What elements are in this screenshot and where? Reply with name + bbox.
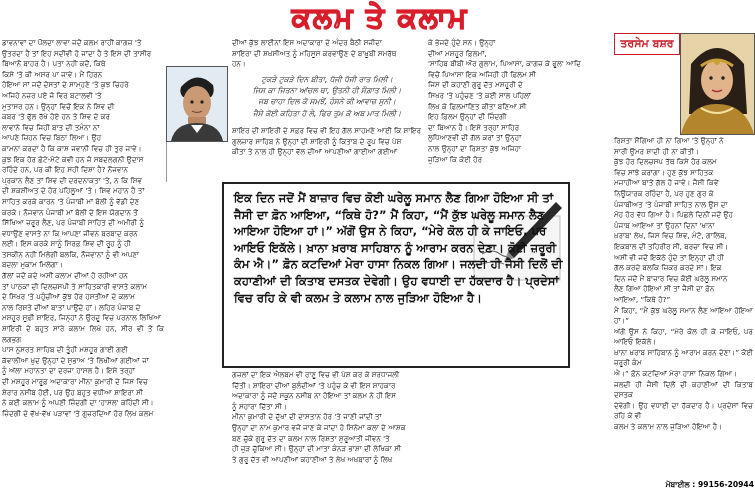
column-1-line: ਰਹਿੰਦੇ ਹਨ, ਪਰ ਕੀ ਇਹ ਸਹੀ ਦਿਸ਼ਾ ਹੈ? ਨੌਜਵਾਨ	[2, 165, 128, 175]
phone-footer	[616, 480, 754, 490]
column-1-line: ਆਪਣੇ ਜ਼ਿਹਨ ਵਿਚ ਬਿਠਾ ਲਿਆ। ਉਹ	[2, 133, 102, 143]
poem-line: ਜਬ ਚਾਹਾ ਦਿਲ ਕੋ ਸਮਝੇਂ, ਹੰਸਨੇ ਕੀ ਆਵਾਜ਼ ਸੁਨੀ।	[258, 97, 396, 107]
portrait-man-icon	[167, 67, 227, 141]
bottom-center-line: ਅਦਾਕਾਰਾ ਨੂੰ ਜਦੋਂ ਸਕੂਨ ਨਸੀਬ ਨਾ ਹੋਇਆ ਤਾਂ ਕਲਮ ਨੇ ਹੀ ਇਸ	[232, 391, 397, 401]
poem-line: ਜਿਸ ਕਾ ਜਿਤਨਾ ਆਂਚਲ ਥਾ, ਉਤਨੀ ਹੀ ਸੌਗ਼ਾਤ ਮਿਲੀ।	[252, 86, 402, 96]
column-1-line: ਕੁਝ ਇਕ ਹੋਰ ਛੋਟੇ-ਮੋਟੇ ਕਵੀ ਹਨ ਜੋ ਸਬਦਲਗਨੀ ਉਦਾਸ	[2, 154, 144, 164]
column-3-line: ਜਿਸ ਦੀ ਕਹਾਣੀ ਗੁਰੂ ਦੱਤ ਮਸ਼ਹੂਰੀ ਦੇ	[428, 80, 523, 90]
column-4-line: ਰਿਸ਼ਤਾ ਸੌਂਗਿਆ ਹੀ ਨਾ ਗਿਆ 'ਤੇ ਉਨ੍ਹਾਂ ਨੇ	[614, 136, 724, 145]
poem-line: ਜੈਸੇ ਕੋਈ ਕਹਿਤਾ ਹੋ ਲੇ, ਫਿਰ ਤੁਮ ਕੋ ਅਬ ਮਾਤ ਮਿਲੀ।	[252, 108, 402, 118]
column-1-line: ਦੀ ਸ਼ਕਸ਼ੀਅਤ ਦੇ ਹੋਰ ਪਹਿਲੂਆਂ 'ਤੇ। ਸ਼ਿਵ ਮਹਾਨ ਹੈ ਤਾਂ	[2, 186, 145, 196]
portrait-woman-icon	[681, 34, 754, 134]
column-1-line: ਤਾਂ ਪਾਠਕਾਂ ਦੀ ਦਿਲਚਸਪੀ ਤੇ ਸਾਹਿਤਕਾਰੀ ਵਾਸਤੇ ਕਲਾਮ	[2, 281, 148, 291]
column-1-line: ਨੂੰ ਅੱਲਾ ਮਹਾਨਤਾ ਦਾ ਦਰਜਾ ਹਾਸਲ ਹੈ। ਇਸੇ ਤਰ੍ਹਾਂ	[2, 366, 136, 376]
column-3-line: ਨਾਲ ਉਨ੍ਹਾਂ ਦਾ ਰਿਸ਼ਤਾ ਕੁੱਝ ਅਜਿਹਾ	[428, 143, 522, 153]
column-3-line: ਇਹ ਫ਼ਿਲਮ ਉਨ੍ਹਾਂ ਦੀ ਜ਼ਿੰਦਗੀ	[428, 112, 507, 122]
column-1-line: ਸ਼ੇਰਾਰ ਨਸੀਬ ਹੋਈ, ਪਰ ਉਹ ਬਹੁਤ ਵਧੀਆ ਸ਼ਾਇਰਾ ਸੀ	[2, 387, 144, 397]
bottom-center-line: ਬਣ ਚੁੱਕੇ ਗੁਰੂ ਦੱਤ ਦਾ ਕਲਮ ਨਾਲ ਰਿਸ਼ਤਾ ਸ਼ੁਰੂਆਤੀ ਜੀਵਨ 'ਤੇ	[232, 433, 390, 443]
column-2-lower-line: ਕੀਤਾ ਤੇ ਨਾਲ ਹੀ ਉਨ੍ਹਾਂ ਵੱਲ ਦੀਆਂ ਆਪਣੀਆਂ ਗਾਈਆਂ ਗਈਆਂ	[232, 147, 398, 157]
author-name: ਤਰਸੇਮ ਬਸ਼ਰ	[620, 37, 674, 50]
column-2-line: ਹਨ।	[232, 59, 246, 69]
column-1-line: ਲਾਵਾਨੇ ਵਿਚ ਜਿਹੀ ਬਾਤ ਦੀ ਤਮੰਨਾ ਨਾਂ	[2, 122, 100, 132]
column-2-line: ਸ਼ਾਇਰਾ ਦੀ ਸ਼ਖ਼ਸੀਅਤ ਨੂੰ ਮਹਿਸੂਸ ਕਰਵਾਉਣ ਦੇ ਬਾਖ਼ੂਬੀ ਸਮਰੱਥ	[232, 48, 397, 58]
phone-label: ਮੋਬਾਈਲ :	[665, 480, 696, 489]
portrait-man	[166, 66, 228, 142]
bottom-center-line: ਉਨ੍ਹਾਂ ਦਾ ਨਾਮ ਕੁਮਾਰ ਵਜੋਂ ਜਾਣ ਕੇ ਜਾਂਦਾ ਹੋ ਸਿਨੇਮਾ ਕਲਾ ਦੇ ਆਸ਼ਕ	[232, 422, 406, 432]
column-1-line: ਨਾਲ ਰਿਸ਼ਤੇ ਦੀਆਂ ਬਾਤਾਂ ਪਾਉਂਦੇ ਹਾਂ। ਲਹਿਰ ਪੰਜਾਬ ਦੇ	[2, 302, 141, 312]
column-4-line: ਦੇਵੇਗੀ। ਉਹ ਵਧਾਈ ਦਾ ਹੱਕਦਾਰ ਹੈ। ਪ੍ਰਦੇਸਾਂ ਵਿਚ ਰਹਿ ਕੇ ਵੀ	[614, 400, 753, 421]
column-3-line: ਵਿਚੋਂ ਪਿਆਸਾ ਇਕ ਅਜਿਹੀ ਹੀ ਫ਼ਿਲਮ ਸੀ	[428, 69, 537, 79]
bottom-center-line: ਤੇ ਗੁਰੂ ਦੱਤ ਵੀ ਆਪਣੀਆਂ ਕਹਾਣੀਆਂ ਤੇ ਲੇਖ ਅਖ਼ਬਾਰਾਂ ਨੂੰ ਲਿਖ	[232, 454, 393, 464]
column-1-line: ਮੁਤਾਸਰ ਹਨ। ਉਨ੍ਹਾਂ ਵਿਚੋਂ ਇਕ ਨੇ ਸ਼ਿਵ ਦੀ	[2, 101, 115, 111]
phone-number: 99156-20944	[698, 480, 754, 489]
column-4-line: ਸਾਰੀ ਉਮਰ ਸ਼ਾਦੀ ਹੀ ਨਾ ਕੀਤੀ।	[614, 146, 699, 156]
column-1-line: ਸ਼ਾਇਰੀ ਦੇ ਬਹੁਤ ਸਾਰੇ ਕਲਾਮ ਲਿਖੇ ਹਨ, ਸੀਰ ਵੀ ਤੋਂ ਕਿ ਲਗਭਗ	[2, 324, 164, 344]
column-1-line: ਹੋਇਆ ਸਾਂ ਜਦੋਂ ਦੋਸਤਾਂ ਦੇ ਸਾਮ੍ਹਣੇ 'ਤੇ ਕੁਝ ਚਿਹਰੇ	[2, 80, 129, 90]
column-1	[2, 38, 164, 494]
pull-quote	[222, 182, 570, 368]
column-4-line: ਕਲਮ ਤੇ ਕਲਾਮ ਨਾਲ ਜੁੜਿਆ ਹੋਇਆ ਹੈ।	[614, 422, 723, 432]
column-4-line: ਜਲਦੀ ਹੀ ਜੈਸੀ ਦਿਲੋਂ ਦੀ ਕਹਾਣੀਆਂ ਦੀ ਕਿਤਾਬ ਦਸਤਕ	[614, 379, 753, 400]
column-1-line: ਵਧਾਉਣ ਵਾਸਤੇ ਨਾ ਕਿ ਆਪਣਾ ਜੀਵਨ ਬਰਬਾਦ ਕਰਨ	[2, 228, 138, 238]
bottom-center-line: ਮੀਨਾ ਕੁਮਾਰੀ ਦੇ ਦੁੱਖਾਂ ਦੀ ਦਾਸਤਾਨ ਹੋਰ 'ਤੇ ਜਾਣੀ ਜਾਂਦੀ ਤਾਂ	[232, 412, 382, 422]
column-3-line: ਲੁਧਿਆਣਵੀ ਦੀ ਗੱਲ ਕਰਾਂ ਤਾਂ ਉਨ੍ਹਾਂ	[428, 133, 522, 143]
column-3-line: ਕੇ ਭੇਜਦੇ ਹੁੰਦੇ ਸਨ। ਉਨ੍ਹਾਂ	[428, 38, 496, 47]
column-1-line: ਜ਼ਿੰਦਗੀ ਦੇ ਵੱਖ-ਵੱਖ ਪੜਾਵਾਂ 'ਤੇ ਗੁਜ਼ਰਦਿਆਂ ਹੋਰ ਲਿਖ ਕਲਮ	[2, 408, 154, 418]
column-1-line: ਦੀ ਮਸ਼ਹੂਰ ਮਾਰੂਫ਼ ਅਦਾਕਾਰਾ ਮੀਨਾ ਕੁਮਾਰੀ ਦੇ ਜਿਸ ਵਿਚ	[2, 377, 148, 386]
column-2-lower-line: ਗੁਲਜ਼ਾਰ ਸਾਹਿਬ ਨੇ ਉਨ੍ਹਾਂ ਦੀ ਸ਼ਾਇਰੀ ਨੂੰ ਕਿਤਾਬ ਦੇ ਰੂਪ ਵਿਚ ਪੇਸ਼	[232, 136, 402, 146]
column-1-line: ਬਿਆਨੋਂ ਬਾਹਰ ਹੈ। ਪਤਾ ਨਹੀਂ ਕਦੋਂ, ਕਿਥੇ	[2, 59, 106, 69]
column-4-line: ਪੰਜਾਬ ਆਇਆ ਤਾਂ ਉਹਨਾਂ ਦਿਨਾਂ 'ਖਾਨਾ	[614, 220, 715, 230]
column-1-line: ਸਿੱਖਿਆ ਜ਼ਰੂਰ ਲੈਣ, ਪਰ ਪੰਜਾਬੀ ਸਾਹਿਤ ਦੀ ਅਮੀਰੀ ਨੂੰ	[2, 218, 145, 228]
bottom-center-line: ਗਜ਼ਲਾਂ ਦਾ ਇਕ ਐਲਬਮ ਵੀ ਰਾਣੂ ਵਿਚ ਵੀ ਪੇਸ਼ ਕਰ ਕੇ ਸ਼ਰਧਾਜਲੀ	[232, 370, 400, 379]
column-1-line: ਲਈ। ਇਸ ਕਰਕੇ ਸਾਨੂੰ ਸਿਰਫ਼ ਸ਼ਿਵ ਦੀ ਰੂਹ ਨੂੰ ਹੀ	[2, 239, 131, 249]
column-1-line: ਕਿਸੇ 'ਤੇ ਕੀ ਅਸਰ ਪਾ ਜਾਵੇ। ਮੈਂ ਹਿਰਨ	[2, 69, 103, 79]
column-2-lower-line: ਸ਼ਾਇਰ ਦੀ ਸ਼ਾਇਰੀ ਦੇ ਸਫ਼ਰ ਵਿਚ ਵੀ ਇਹ ਗੱਲ ਸਾਹਮਣੇ ਆਈ ਕਿ ਸ਼ਾਇਰ	[232, 126, 422, 135]
divider-1	[166, 142, 167, 182]
column-4-line: ਦਿਨ ਜਦੋਂ ਮੈਂ ਬਾਜ਼ਾਰ ਵਿਚ ਕੋਈ ਘਰੇਲੂ ਸਮਾਨ	[614, 273, 728, 283]
portrait-woman	[680, 33, 755, 135]
column-3-line: ਦਾ ਬਿਆਨ ਹੈ। ਇਸੇ ਤਰ੍ਹਾਂ ਸਾਹਿਰ	[428, 122, 520, 132]
column-1-line: ਅਜਿਹੇ ਨਜ਼ਰ ਪਏ ਜੋ ਵਿਰ ਬਟਾਲਵੀ 'ਤੇ	[2, 90, 102, 100]
column-4-line: ਖ਼ਰਾਬ' ਲੇਖ, ਜਿਸ ਵਿਚ ਸ਼ਿਵ, ਮੰਟੋ, ਗਾਲਿਬ,	[614, 231, 727, 241]
column-1-line: ਕਰਕੇ। ਨੌਜਵਾਨ ਪੰਜਾਬੀ ਮਾਂ ਬੋਲੀ ਦੇ ਇਸ ਯੋਗਦਾਨ ਤੋਂ	[2, 207, 138, 217]
column-3-line: ਦੀਆਂ ਮਸ਼ਹੂਰ ਫ਼ਿਲਮਾਂ,	[428, 48, 487, 58]
column-1-line: ਡਾਵਨਾਵਾਂ ਦਾ ਪੌਲਦਾ ਲਾਵਾ ਜਦੋਂ ਕਲਮ ਰਾਹੀਂ ਕਾਗਜ਼ 'ਤੇ	[2, 38, 142, 47]
bottom-center-text	[232, 370, 608, 492]
column-4-line: ਇਕਬਾਲ ਦੀ ਤਹਿਰੀਰ ਸੀ, ਬਰਚਾ ਵਿਚ ਸੀ।	[614, 241, 729, 251]
column-4-line: ਅੱਗੋਂ ਉਸ ਨੇ ਕਿਹਾ, “ਮੇਰੇ ਕੋਲ ਹੀ ਕੇ ਜਾਇਓ, ਪਰ ਆਇਓ ਇਕੱਲੇ।	[614, 326, 753, 347]
column-2-line: ਦੀਆਂ ਕੁੱਝ ਲਾਈਨਾਂ ਇਸ ਅਦਾਕਾਰਾ ਦੇ ਅੰਦਰ ਬੈਠੀ ਸਜੀਦਾ	[232, 38, 383, 47]
column-4-line: ਗੱਲ ਕਰਦੇ ਬਲਕਿ ਜ਼ਿਕਰ ਕਰਦੇ ਸਾਂ। ਇਕ	[614, 263, 722, 273]
poem-line: ਟੁਕੜੇ ਟੁਕੜੇ ਦਿਨ ਬੀਤਾ, ਧੱਜੀ ਧੱਜੀ ਰਾਤ ਮਿਲੀ।	[261, 75, 393, 84]
author-box	[614, 33, 680, 55]
column-4-line: ਮੈਂ ਕਿਹਾ, “ਮੈਂ ਕੁੱਝ ਘਰੇਲੂ ਸਮਾਨ ਲੈਣ ਆਇਆ ਹੋਇਆ ਹਾਂ।”	[614, 305, 753, 326]
column-4-line: ਲੈਣ ਗਿਆ ਹੋਇਆ ਸੀ ਤਾਂ ਜੈਸੀ ਦਾ ਫ਼ੋਨ	[614, 284, 715, 294]
column-1-line: ਪਾਸ ਨੁਸਰਤ ਸਾਹਿਬ ਦੀ ਤੂੰਹੀ ਮਸ਼ਹੂਰ ਗਾਈ ਗਈ	[2, 345, 128, 355]
column-1-line: ਕੱਵਾਲੀਆਂ ਖ਼ੁਦ ਉਨ੍ਹਾਂ ਦੇ ਸੁਭਾਅ 'ਤੇ ਲਿਖੀਆਂ ਗਈਆਂ ਜਾਂ	[2, 355, 149, 365]
column-1-line: ਗੱਲਾਂ ਜਦੋਂ ਕਦੇ ਅਸੀਂ ਕਲਾਮ ਦੀਆਂ ਹੋ ਰਹੀਆਂ ਹਨ	[2, 271, 128, 281]
column-4-line: ਐ।” ਫ਼ੋਨ ਕਟਦਿਆਂ ਮੇਰਾ ਹਾਸਾ ਨਿਕਲ ਗਿਆ।	[614, 369, 738, 379]
column-4-line: ਖ਼ਾਨਾ ਖ਼ਰਾਬ ਸਾਹਿਬਾਨ ਨੂੰ ਆਰਾਮ ਕਰਨ ਦੇਣਾ।” ਕੋਈ ਜ਼ਰੂਰੀ ਕੰਮ	[614, 347, 753, 368]
column-1-line: ਪ੍ਰਕਾਨ ਲੈਣ ਤਾਂ ਸ਼ਿਵ ਦੀ ਦਰਦਨਾਕਤਾ 'ਤੇ, ਨ ਕਿ ਸ਼ਿਵ	[2, 175, 143, 185]
column-3-line: 'ਸਾਹਿਬ ਬੀਬੀ ਔਰ ਗੁਲਾਮ, ਪਿਆਸਾ, ਕਾਗਜ਼ ਕੇ ਫੂਲ' ਆਦਿ	[428, 59, 582, 69]
headline: ਕਲਮ ਤੇ ਕਲਾਮ	[291, 1, 469, 34]
column-4-line: ਮੋਹ ਹੋਰ ਵੱਧ ਗਿਆ ਹੈ। ਪਿਛਲੇ ਦਿਨੀਂ ਜਦੋਂ ਉਹ	[614, 210, 734, 220]
column-1-line: ਕਾਮਨਾ ਕਰਦਾ ਹੈ ਕਿ ਕਾਸ਼ ਜਵਾਨੀ ਵਿਚ ਹੀ ਤੁਰ ਜਾਵੇ।	[2, 143, 142, 153]
bottom-center-line: ਨੂੰ ਸਹਾਰਾ ਦਿੱਤਾ ਸੀ।	[232, 401, 287, 411]
column-1-line: ਸਾਹਿਤ ਕਰਕੇ ਕਾਰਨ 'ਤੇ ਪੰਜਾਬੀ ਮਾਂ ਬੋਲੀ ਨੂੰ ਵੱਡੀ ਦੇਣ	[2, 196, 140, 206]
column-4-line: ਕੁੱਝ ਹੋਰ ਦਿਲਚਸਪ ਤੱਥ ਕਿਸੇ ਹੋਰ ਕਲਮ	[614, 157, 717, 167]
column-1-line: ਤਸਕੀਨ ਨਹੀਂ ਮਿਲੇਗੀ ਬਲਕਿ, ਨੌਜਵਾਨਾਂ ਨੂੰ ਵੀ ਅਪਣਾ	[2, 249, 140, 259]
column-4-line: ਆਇਆ, “ਕਿਥੇ ਹੋ?”	[614, 294, 671, 304]
column-4-line: ਪੰਜਾਬੀਅਤ 'ਤੇ ਪੰਜਾਬੀ ਸਾਹਿਤ ਨਾਲ ਉਸ ਦਾ	[614, 199, 728, 209]
poem	[232, 74, 422, 122]
column-4-line: ਅਸੀਂ ਵੀ ਜਦੋਂ ਇਕੱਠੇ ਹੁੰਦੇ ਤਾਂ ਇਨ੍ਹਾਂ ਦੀ ਹੀ	[614, 252, 724, 262]
pull-quote-text: ਇਕ ਦਿਨ ਜਦੋਂ ਮੈਂ ਬਾਜ਼ਾਰ ਵਿਚ ਕੋਈ ਘਰੇਲੂ ਸਮਾਨ ਲੈਣ ਗਿਆ ਹੋਇਆ ਸੀ ਤਾਂ ਜੈਸੀ ਦਾ ਫ਼ੋਨ ਆਇਆ, “ਕਿਥੇ ਹੋ?” ਮੈਂ ਕਿਹਾ, “ਮੈਂ ਕੁੱਝ ਘਰੇਲੂ ਸਮਾਨ ਲੈਣ ਆਇਆ ਹੋਇਆ ਹਾਂ।” ਅੱਗੋਂ ਉਸ ਨੇ ਕਿਹਾ, “ਮੇਰੇ ਕੋਲ ਹੀ ਕੇ ਜਾਇਓ, ਪਰ ਆਇਓ ਇਕੱਲੇ। ਖ਼ਾਨਾ ਖ਼ਰਾਬ ਸਾਹਿਬਾਨ ਨੂੰ ਆਰਾਮ ਕਰਨ ਦੇਣਾ। ਕੋਈ ਜ਼ਰੂਰੀ ਕੰਮ ਐ।” ਫ਼ੋਨ ਕਟਦਿਆਂ ਮੇਰਾ ਹਾਸਾ ਨਿਕਲ ਗਿਆ। ਜਲਦੀ ਹੀ ਜੈਸੀ ਦਿਲੋਂ ਦੀ ਕਹਾਣੀਆਂ ਦੀ ਕਿਤਾਬ ਦਸਤਕ ਦੇਵੇਗੀ। ਉਹ ਵਧਾਈ ਦਾ ਹੱਕਦਾਰ ਹੈ। ਪ੍ਰਦੇਸਾਂ ਵਿਚ ਰਹਿ ਕੇ ਵੀ ਕਲਮ ਤੇ ਕਲਾਮ ਨਾਲ ਜੁੜਿਆ ਹੋਇਆ ਹੈ।	[234, 191, 563, 305]
column-3-line: ਜੁੜਿਆ ਕਿ ਕੋਈ ਹੋਰ	[428, 154, 483, 164]
column-1-line: ਉਤਰਦਾ ਹੈ ਤਾਂ ਇਹ ਸਦੀਵੀ ਹੋ ਜਾਂਦਾ ਹੈ ਤੇ ਇਸ ਦੀ ਤਾਸੀਰ	[2, 48, 152, 58]
column-3-line: ਸਿਖਰ 'ਤੇ ਪਹੁੰਚਣ 'ਤੇ ਕਈ ਸਾਲ ਪਹਿਲਾਂ	[428, 90, 532, 100]
bottom-center-line: ਦਿੱਤੀ। ਸ਼ਾਇਰਾ ਦੀਆਂ ਬੁਲੰਦੀਆਂ 'ਤੇ ਪਹੁੰਚ ਕੇ ਵੀ ਇਸ ਸ਼ਾਹਕਾਰ	[232, 380, 396, 390]
column-1-line: ਮਸ਼ਹੂਰ ਸੂਫ਼ੀ ਸ਼ਾਇਰ, ਜਿਨ੍ਹਾਂ ਨੇ ਉਰਦੂ ਵਿਚ ਪਰਨਾਲ ਲਿਖਿਆ	[2, 313, 162, 323]
column-3-line: ਲਿਖ ਕੇ ਫ਼ਿਲਮਾਂਣਿਤ ਕੀਤਾ ਬਣਿਆ ਸੀ	[428, 101, 527, 111]
column-4-line: ਵਿਚ ਸਾਂਝੇ ਕਰਾਂਗਾ। ਹੁਣ ਕੁੱਝ ਸਾਹਿਤਕ	[614, 167, 714, 177]
column-1-line: ਨੇ ਕਈ ਕਲਾਮ ਨੂੰ ਅਪਣੀ ਜ਼ਿੰਦਗੀ ਦਾ 'ਹਾਸਲ' ਕਹਿੰਦੀ ਸੀ।	[2, 398, 154, 408]
column-4-line: ਨਿਊਯਾਰਕ ਰਹਿੰਦਾ ਹੈ, ਪਰ ਹੁਣ ਗੁਰ ਕੇ	[614, 188, 714, 198]
column-2-top	[232, 38, 424, 72]
column-1-line: ਬਦਲਾ ਮੁਕਾਮ ਮਿਲੇਗਾ।	[2, 260, 63, 270]
bottom-center-line: ਹੀ ਜੁੜ ਚੁੱਕਿਆ ਸੀ। ਉਨ੍ਹਾਂ ਦੀ ਮਾਤਾ ਕੰਨੜ ਭਾਸ਼ਾ ਦੀ ਲੇਖਿਕਾ ਸੀ	[232, 444, 402, 454]
column-4	[614, 136, 753, 476]
column-1-line: ਦੇ ਸਿਖਰ 'ਤੇ ਪਹੁੰਚੀਆਂ ਕੁੱਝ ਹੋਰ ਹਸਤੀਆਂ ਦੇ ਕਲਾਮ	[2, 292, 136, 302]
column-2-lower	[232, 126, 424, 180]
column-4-line: ਮਜ਼ਾਹੀਆ ਬਾਤੇਂ ਗੱਲ ਹੋ ਜਾਵੇ। ਜੈਸੀ ਕਿਵੇਂ	[614, 178, 719, 188]
column-1-line: ਕਬਰ 'ਤੇ ਫੁੱਲ ਰੱਖੇ ਹੋਏ ਹਨ ਤੇ ਸ਼ਿਵ ਦੇ ਕਰ	[2, 112, 110, 122]
